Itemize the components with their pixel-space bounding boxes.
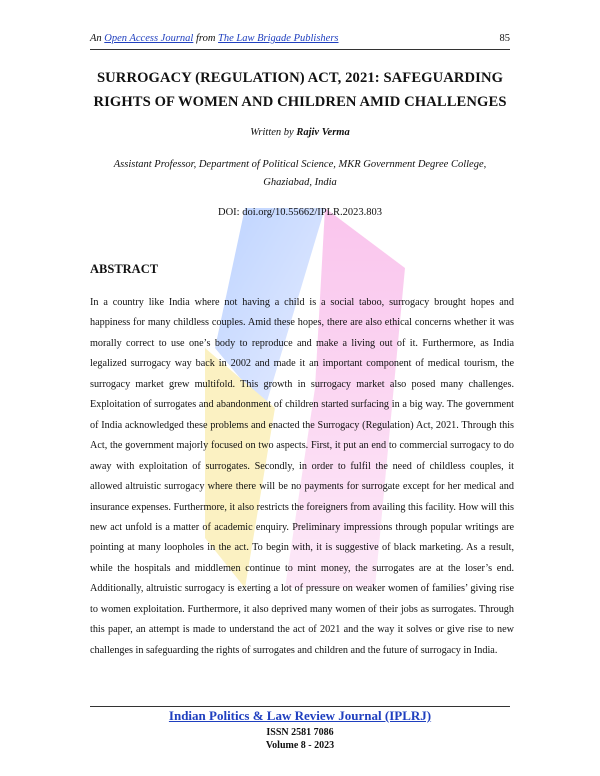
author-affiliation bbox=[100, 156, 500, 192]
publisher-link[interactable]: The Law Brigade Publishers bbox=[218, 33, 339, 44]
footer-divider bbox=[90, 706, 510, 707]
affiliation-line-1: Assistant Professor, Department of Political Science, MKR Government Degree College, bbox=[113, 159, 487, 170]
footer-issn: ISSN 2581 7086 bbox=[266, 727, 334, 738]
author-name: Rajiv Verma bbox=[296, 127, 350, 138]
abstract-text: In a country like India where not having a child is a social taboo, surrogacy brought hopes and happiness for many childless couples. Amid these hopes, there are also ethical concerns whether it was morally correct to use one’s body to reproduce and make a living out of it. Furthermore, as India legalized surrogacy way back in 2002 and made it an important component of medical tourism, the surrogacy market grew multifold. This growth in surrogacy market also posed many challenges. Exploitation of surrogates and abandonment of children started surfacing in a big way. The government of India acknowledged these problems and enacted the Surrogacy (Regulation) Act, 2021. Through this Act, the government majorly focused on two aspects. First, it put an end to commercial surrogacy to do away with exploitation of surrogates. Secondly, in order to fulfil the need of childless couples, it allowed altruistic surrogacy where there will be no payments for surrogate except for her medical and insurance expenses. Furthermore, it also restricts the foreigners from availing this facility. How will this new act unfold is a matter of academic enquiry. Preliminary impressions through popular writings are pointing at many loopholes in the act. To begin with, it is suggestive of black marketing. As a result, while the hospitals and middlemen continue to mint money, the surrogates are at the loser’s end. Additionally, altruistic surrogacy is exerting a lot of pressure on weaker women of families’ giving rise to women exploitation. Furthermore, it also deprived many women of their jobs as surrogates. Through this paper, an attempt is made to understand the act of 2021 and the way it solves or give rise to new challenges in safeguarding the rights of surrogates and children and the future of surrogacy in India. bbox=[90, 297, 514, 656]
page-number: 85 bbox=[499, 33, 510, 44]
header-prefix: An bbox=[90, 33, 102, 44]
footer-volume: Volume 8 - 2023 bbox=[265, 740, 335, 751]
byline bbox=[90, 127, 510, 138]
doi[interactable]: DOI: doi.org/10.55662/IPLR.2023.803 bbox=[217, 207, 383, 218]
written-by-label: Written by bbox=[250, 127, 294, 138]
title-line-2: RIGHTS OF WOMEN AND CHILDREN AMID CHALLENGES bbox=[93, 94, 507, 110]
title-line-1: SURROGACY (REGULATION) ACT, 2021: SAFEGUARDING bbox=[96, 70, 504, 86]
running-header bbox=[90, 33, 510, 49]
open-access-journal-link[interactable]: Open Access Journal bbox=[104, 33, 194, 44]
affiliation-line-2: Ghaziabad, India bbox=[263, 177, 337, 188]
header-divider bbox=[90, 49, 510, 50]
footer-journal-link[interactable]: Indian Politics & Law Review Journal (IPLRJ) bbox=[168, 708, 432, 723]
footer-journal-title[interactable] bbox=[90, 708, 510, 724]
header-from: from bbox=[195, 33, 216, 44]
abstract-heading: ABSTRACT bbox=[90, 262, 159, 276]
article-title bbox=[70, 66, 530, 114]
